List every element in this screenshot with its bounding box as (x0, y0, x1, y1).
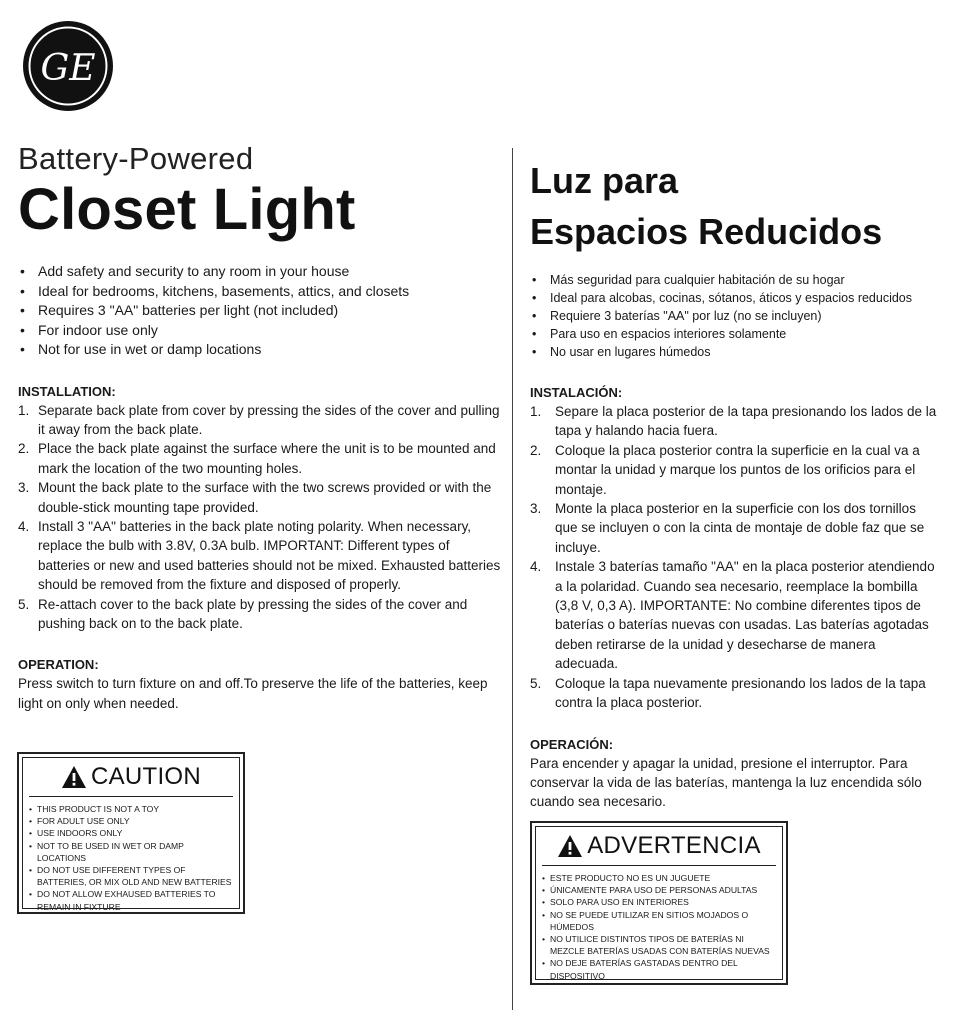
operation-heading: OPERATION: (18, 657, 99, 673)
list-item: • Para uso en espacios interiores solamente (530, 325, 940, 343)
list-item: • NO DEJE BATERÍAS GASTADAS DENTRO DEL DISPOSITIVO (542, 957, 776, 981)
list-item: 1. Separe la placa posterior de la tapa presionando los lados de la tapa y halando hacia fuera. (530, 404, 937, 439)
operation-text: Press switch to turn fixture on and off.To preserve the life of the batteries, keep light on only when needed. (18, 676, 488, 711)
page-title: Closet Light (18, 177, 356, 242)
list-item: • Requires 3 "AA" batteries per light (not included) (18, 301, 502, 321)
installation-heading: INSTALLATION: (18, 383, 116, 399)
list-item: • Not for use in wet or damp locations (18, 340, 502, 360)
list-item: • Requiere 3 baterías "AA" por luz (no se incluyen) (530, 307, 940, 325)
spanish-title-line-2: Espacios Reducidos (530, 211, 883, 252)
subtitle: Battery-Powered (18, 141, 254, 176)
svg-text:GE: GE (40, 48, 96, 89)
feature-list (18, 262, 502, 360)
caution-label: CAUTION (90, 763, 202, 790)
list-item: • Ideal for bedrooms, kitchens, basements, attics, and closets (18, 282, 502, 302)
spanish-title-line-1: Luz para (530, 160, 679, 201)
caution-list (29, 803, 233, 913)
warning-triangle-icon (557, 834, 583, 858)
list-item: • ESTE PRODUCTO NO ES UN JUGUETE (542, 872, 776, 884)
list-item: • NOT TO BE USED IN WET OR DAMP LOCATIONS (29, 840, 233, 864)
warning-triangle-icon (61, 765, 87, 789)
list-item: • SOLO PARA USO EN INTERIORES (542, 896, 776, 908)
list-item: 5. Coloque la tapa nuevamente presionando los lados de la tapa contra la placa posterior. (530, 675, 926, 711)
list-item: • No usar en lugares húmedos (530, 343, 940, 361)
advertencia-label: ADVERTENCIA (587, 832, 761, 859)
installation-steps (18, 401, 502, 634)
advertencia-box (530, 821, 788, 985)
list-item: 3. Mount the back plate to the surface with the two screws provided or with the double-stick mounting tape provided. (18, 480, 492, 515)
list-item: • NO UTILICE DISTINTOS TIPOS DE BATERÍAS NI MEZCLE BATERÍAS USADAS CON BATERÍAS NUEVAS (542, 933, 776, 957)
list-item: • For indoor use only (18, 321, 502, 341)
english-column (18, 140, 502, 713)
list-item: • DO NOT USE DIFFERENT TYPES OF BATTERIES, OR MIX OLD AND NEW BATTERIES (29, 864, 233, 888)
list-item: 5. Re-attach cover to the back plate by pressing the sides of the cover and pushing back on to the back plate. (18, 596, 468, 631)
installation-steps (530, 402, 940, 713)
list-item: • NO SE PUEDE UTILIZAR EN SITIOS MOJADOS O HÚMEDOS (542, 909, 776, 933)
ge-logo-icon (22, 20, 114, 112)
caution-box (17, 752, 245, 914)
spanish-column (530, 155, 940, 812)
list-item: 4. Install 3 "AA" batteries in the back plate noting polarity. When necessary, replace the bulb with 3.8V, 0.3A bulb. IMPORTANT: Different types of batteries or new and used batteries should not be mixed. Exhausted batteries should be removed from the fixture and disposed of properly. (18, 518, 501, 593)
list-item: 2. Coloque la placa posterior contra la superficie en la cual va a montar la unidad y marque los puntos de los orificios para el montaje. (530, 442, 920, 497)
list-item: • ÚNICAMENTE PARA USO DE PERSONAS ADULTAS (542, 884, 776, 896)
list-item: 1. Separate back plate from cover by pressing the sides of the cover and pulling it away from the back plate. (18, 402, 500, 437)
list-item: • Más seguridad para cualquier habitación de su hogar (530, 271, 940, 289)
installation-heading: INSTALACIÓN: (530, 385, 623, 400)
list-item: • USE INDOORS ONLY (29, 827, 233, 839)
column-divider (512, 148, 513, 1010)
operation-text: Para encender y apagar la unidad, presione el interruptor. Para conservar la vida de las baterías, mantenga la luz encendida sólo cuando sea necesario. (530, 755, 922, 810)
advertencia-list (542, 872, 776, 982)
list-item: • THIS PRODUCT IS NOT A TOY (29, 803, 233, 815)
list-item: 4. Instale 3 baterías tamaño "AA" en la placa posterior atendiendo a la polaridad. Cuando sea necesario, reemplace la bombilla (3,8 V, 0,3 A). IMPORTANTE: No combine diferentes tipos de baterías o baterías nuevas con usadas. Las baterías agotadas deben retirarse de la unidad y desecharse de manera adecuada. (530, 559, 935, 672)
list-item: • DO NOT ALLOW EXHAUSED BATTERIES TO REMAIN IN FIXTURE (29, 888, 233, 912)
feature-list (530, 271, 940, 361)
list-item: • Ideal para alcobas, cocinas, sótanos, áticos y espacios reducidos (530, 289, 940, 307)
list-item: 2. Place the back plate against the surface where the unit is to be mounted and mark the location of the two mounting holes. (18, 441, 496, 476)
list-item: • Add safety and security to any room in your house (18, 262, 502, 282)
operation-heading: OPERACIÓN: (530, 736, 614, 752)
list-item: • FOR ADULT USE ONLY (29, 815, 233, 827)
list-item: 3. Monte la placa posterior en la superficie con los dos tornillos que se incluyen o con la cinta de montaje de doble faz que se incluye. (530, 501, 925, 555)
